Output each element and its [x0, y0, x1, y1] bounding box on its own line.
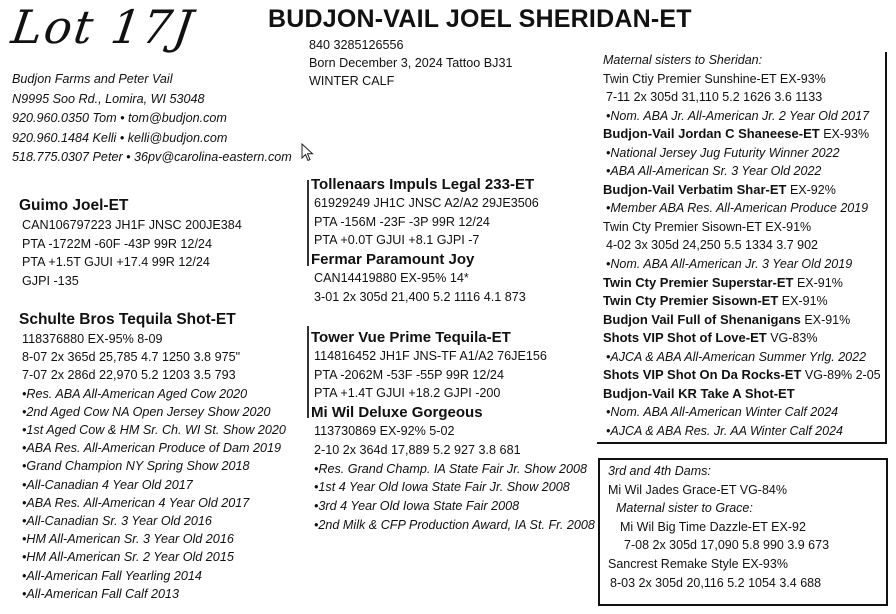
sister-name: Budjon-Vail Jordan C Shaneese-ET [603, 126, 820, 142]
dam-details [19, 330, 286, 603]
award: •2nd Milk & CFP Production Award, IA St. Fr. 2008 [314, 517, 595, 532]
detail-line: 2-10 2x 364d 17,889 5.2 927 3.8 681 [314, 442, 521, 457]
production-record: 7-08 2x 305d 17,090 5.8 990 3.9 673 [624, 538, 830, 553]
sister-entry: Mi Wil Jades Grace-ET VG-84% [608, 482, 787, 497]
award: •Nom. ABA Jr. All-American Jr. 2 Year Old 2017 [606, 108, 870, 123]
detail-line: 118376880 EX-95% 8-09 [22, 332, 163, 346]
registration-number: 840 3285126556 [309, 38, 404, 52]
classification: EX-92% [789, 182, 836, 197]
owner-line: 920.960.1484 Kelli • kelli@budjon.com [12, 130, 228, 145]
detail-line: PTA -1722M -60F -43P 99R 12/24 [22, 236, 212, 251]
dam-list [608, 481, 829, 593]
award: •All-Canadian Sr. 3 Year Old 2016 [22, 514, 212, 529]
award: Maternal sister to Grace: [616, 501, 753, 516]
sire-sire-name: Tollenaars Impuls Legal 233-ET [311, 176, 535, 193]
sire-dam-name: Fermar Paramount Joy [311, 251, 475, 268]
classification: EX-91% [781, 294, 828, 309]
production-record: 4-02 3x 305d 24,250 5.5 1334 3.7 902 [606, 238, 818, 253]
calf-class: WINTER CALF [309, 74, 395, 88]
detail-line: PTA -2062M -53F -55P 99R 12/24 [314, 367, 504, 382]
dam-dam-block [311, 403, 595, 535]
third-fourth-dams [608, 462, 829, 592]
sister-entry [603, 385, 881, 404]
award: •All-American Fall Calf 2013 [22, 586, 179, 601]
sire-name: Guimo Joel-ET [19, 197, 129, 214]
sister-entry: Twin Cty Premier Sisown-ET EX-91% [603, 219, 812, 234]
award: •1st 4 Year Old Iowa State Fair Jr. Show 2008 [314, 480, 570, 495]
sister-entry: Sancrest Remake Style EX-93% [608, 556, 788, 571]
sister-name: Budjon Vail Full of Shenanigans [603, 311, 801, 327]
award: •Nom. ABA All-American Jr. 3 Year Old 2019 [606, 257, 853, 272]
sister-name: Shots VIP Shot of Love-ET [603, 330, 767, 346]
classification: VG-83% [770, 331, 818, 346]
sire-details [19, 216, 242, 290]
owner-info [12, 70, 292, 168]
detail-line: PTA +0.0T GJUI +8.1 GJPI -7 [314, 233, 480, 247]
bracket-line [307, 326, 309, 418]
dam-dam-name: Mi Wil Deluxe Gorgeous [311, 404, 483, 421]
award: •ABA All-American Sr. 3 Year Old 2022 [606, 164, 822, 179]
owner-line: 920.960.0350 Tom • tom@budjon.com [12, 111, 227, 126]
dam-sire-details [311, 347, 547, 403]
bracket-line [307, 180, 309, 266]
award: •Member ABA Res. All-American Produce 2019 [606, 201, 869, 216]
award: •National Jersey Jug Futurity Winner 2022 [606, 145, 840, 160]
dam-name: Schulte Bros Tequila Shot-ET [19, 311, 236, 328]
sister-name: Twin Cty Premier Sisown-ET [603, 293, 779, 309]
detail-line: 61929249 JH1C JNSC A2/A2 29JE3506 [314, 196, 539, 210]
owner-line: Budjon Farms and Peter Vail [12, 72, 173, 86]
detail-line: 113730869 EX-92% 5-02 [314, 424, 455, 438]
production-record: 7-11 2x 305d 31,110 5.2 1626 3.6 1133 [606, 90, 823, 105]
mouse-cursor-icon [301, 143, 315, 163]
detail-line: CAN14419880 EX-95% 14* [314, 271, 469, 285]
dam-dam-details [311, 422, 595, 535]
maternal-sisters [603, 51, 881, 440]
detail-line: 114816452 JH1F JNS-TF A1/A2 76JE156 [314, 349, 547, 363]
maternal-sister-list [603, 70, 881, 441]
production-record: 8-03 2x 305d 20,116 5.2 1054 3.4 688 [610, 575, 822, 590]
detail-line: 3-01 2x 305d 21,400 5.2 1116 4.1 873 [314, 289, 526, 304]
detail-line: CAN106797223 JH1F JNSC 200JE384 [22, 218, 242, 232]
sire-sire-block [311, 175, 539, 250]
sister-name: Budjon-Vail KR Take A Shot-ET [603, 385, 795, 401]
sister-entry [603, 125, 881, 144]
dam-sire-name: Tower Vue Prime Tequila-ET [311, 329, 511, 346]
detail-line: PTA +1.5T GJUI +17.4 99R 12/24 [22, 255, 210, 269]
award: •Res. ABA All-American Aged Cow 2020 [22, 386, 248, 401]
detail-line: 8-07 2x 365d 25,785 4.7 1250 3.8 975" [22, 350, 241, 365]
classification: EX-91% [796, 275, 843, 290]
page-title: BUDJON-VAIL JOEL SHERIDAN-ET [268, 5, 692, 33]
sister-name: Shots VIP Shot On Da Rocks-ET [603, 367, 802, 383]
detail-line: PTA -156M -23F -3P 99R 12/24 [314, 214, 490, 229]
detail-line: PTA +1.4T GJUI +18.2 GJPI -200 [314, 386, 501, 400]
lot-number: Lot 17J [8, 0, 199, 54]
section-heading: 3rd and 4th Dams: [608, 464, 711, 478]
dam-sire-block [311, 328, 547, 403]
classification: EX-91% [804, 312, 851, 327]
dam-block [19, 310, 286, 603]
sister-entry [603, 329, 881, 348]
award: •Nom. ABA All-American Winter Calf 2024 [606, 405, 839, 420]
sister-entry: Twin Ctiy Premier Sunshine-ET EX-93% [603, 71, 826, 86]
award: •ABA Res. All-American 4 Year Old 2017 [22, 495, 250, 510]
owner-line: N9995 Soo Rd., Lomira, WI 53048 [12, 91, 205, 106]
award: •HM All-American Sr. 3 Year Old 2016 [22, 532, 234, 547]
award: •All-American Fall Yearling 2014 [22, 568, 202, 583]
animal-info [309, 36, 513, 90]
sire-dam-block [311, 250, 526, 306]
section-heading: Maternal sisters to Sheridan: [603, 53, 763, 67]
sire-block [19, 196, 242, 290]
award: •2nd Aged Cow NA Open Jersey Show 2020 [22, 404, 271, 419]
sire-dam-details [311, 269, 526, 306]
detail-line: 7-07 2x 286d 22,970 5.2 1203 3.5 793 [22, 368, 236, 383]
detail-line: GJPI -135 [22, 273, 79, 288]
award: •Res. Grand Champ. IA State Fair Jr. Show 2008 [314, 461, 587, 476]
award: •AJCA & ABA All-American Summer Yrlg. 2022 [606, 349, 867, 364]
award: •1st Aged Cow & HM Sr. Ch. WI St. Show 2020 [22, 423, 286, 438]
award: •AJCA & ABA Res. Jr. AA Winter Calf 2024 [606, 423, 843, 438]
award: •HM All-American Sr. 2 Year Old 2015 [22, 550, 234, 565]
classification: EX-93% [823, 127, 870, 142]
sister-entry [603, 274, 881, 293]
sister-name: Twin Cty Premier Superstar-ET [603, 274, 794, 290]
award: •3rd 4 Year Old Iowa State Fair 2008 [314, 499, 520, 514]
classification: VG-89% 2-05 [804, 368, 881, 383]
sire-sire-details [311, 194, 539, 250]
sister-entry [603, 366, 881, 385]
sister-entry [603, 181, 881, 200]
award: •ABA Res. All-American Produce of Dam 2019 [22, 441, 281, 456]
sister-entry [603, 311, 881, 330]
owner-line: 518.775.0307 Peter • 36pv@carolina-eastern.com [12, 150, 292, 165]
award: •Grand Champion NY Spring Show 2018 [22, 459, 250, 474]
sister-entry: Mi Wil Big Time Dazzle-ET EX-92 [620, 519, 806, 534]
birth-date: Born December 3, 2024 Tattoo BJ31 [309, 56, 513, 70]
sister-name: Budjon-Vail Verbatim Shar-ET [603, 181, 787, 197]
award: •All-Canadian 4 Year Old 2017 [22, 477, 193, 492]
sister-entry [603, 292, 881, 311]
